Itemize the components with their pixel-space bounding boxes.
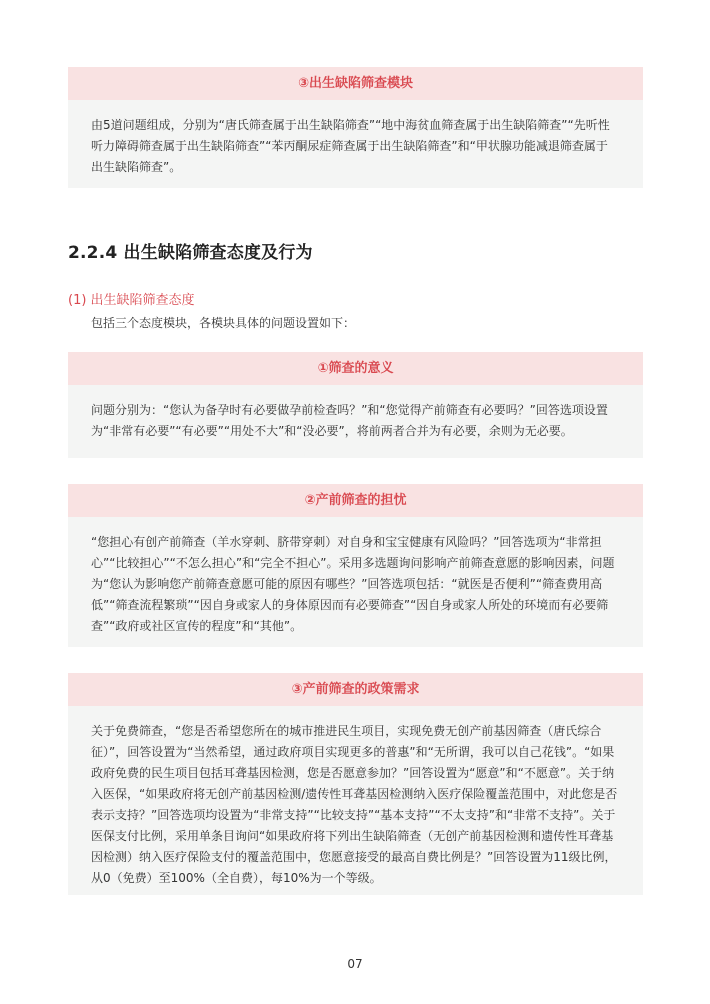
module3-body: 由5道问题组成，分别为“唐氏筛查属于出生缺陷筛查”“地中海贫血筛查属于出生缺陷筛查”“先听性听力障碍筛查属于出生缺陷筛查”“苯丙酮尿症筛查属于出生缺陷筛查”和“甲状腺功能减退筛查属于出生缺陷筛查”。 <box>91 118 610 174</box>
page-number: 07 <box>347 957 363 971</box>
meaning-box <box>68 352 643 458</box>
meaning-title: ①筛查的意义 <box>68 352 643 385</box>
policy-body: 关于免费筛查，“您是否希望您所在的城市推进民生项目，实现免费无创产前基因筛查（唐氏综合征）”，回答设置为“当然希望，通过政府项目实现更多的普惠”和“无所谓，我可以自己花钱”。“如果政府免费的民生项目包括耳聋基因检测，您是否愿意参加？”回答设置为“愿意”和“不愿意”。关于纳入医保，“如果政府将无创产前基因检测/遗传性耳聋基因检测纳入医疗保险覆盖范围中，对此您是否表示支持？”回答选项均设置为“非常支持”“比较支持”“基本支持”“不太支持”和“非常不支持”。关于医保支付比例，采用单条目询问“如果政府将下列出生缺陷筛查（无创产前基因检测和遗传性耳聋基因检测）纳入医疗保险支付的覆盖范围中，您愿意接受的最高自费比例是？”回答设置为11级比例，从0（免费）至100%（全自费），每10%为一个等级。 <box>91 724 618 885</box>
module3-box <box>68 67 643 188</box>
intro-text: 包括三个态度模块，各模块具体的问题设置如下： <box>91 316 356 330</box>
policy-box <box>68 673 643 895</box>
worry-title: ②产前筛查的担忧 <box>68 484 643 517</box>
worry-box <box>68 484 643 647</box>
section-heading: 2.2.4 出生缺陷筛查态度及行为 <box>68 243 313 263</box>
worry-body: “您担心有创产前筛查（羊水穿刺、脐带穿刺）对自身和宝宝健康有风险吗？”回答选项为“非常担心”“比较担心”“不怎么担心”和“完全不担心”。采用多选题询问影响产前筛查意愿的影响因素，问题为“您认为影响您产前筛查意愿可能的原因有哪些？”回答选项包括：“就医是否便利”“筛查费用高低”“筛查流程繁琐”“因自身或家人的身体原因而有必要筛查”“因自身或家人所处的环境而有必要筛查”“政府或社区宣传的程度”和“其他”。 <box>91 535 615 633</box>
module3-title: ③出生缺陷筛查模块 <box>68 67 643 100</box>
meaning-body: 问题分别为：“您认为备孕时有必要做孕前检查吗？”和“您觉得产前筛查有必要吗？”回答选项设置为“非常有必要”“有必要”“用处不大”和“没必要”，将前两者合并为有必要，余则为无必要。 <box>91 403 608 438</box>
subsection-heading: (1) 出生缺陷筛查态度 <box>68 293 195 308</box>
policy-title: ③产前筛查的政策需求 <box>68 673 643 706</box>
